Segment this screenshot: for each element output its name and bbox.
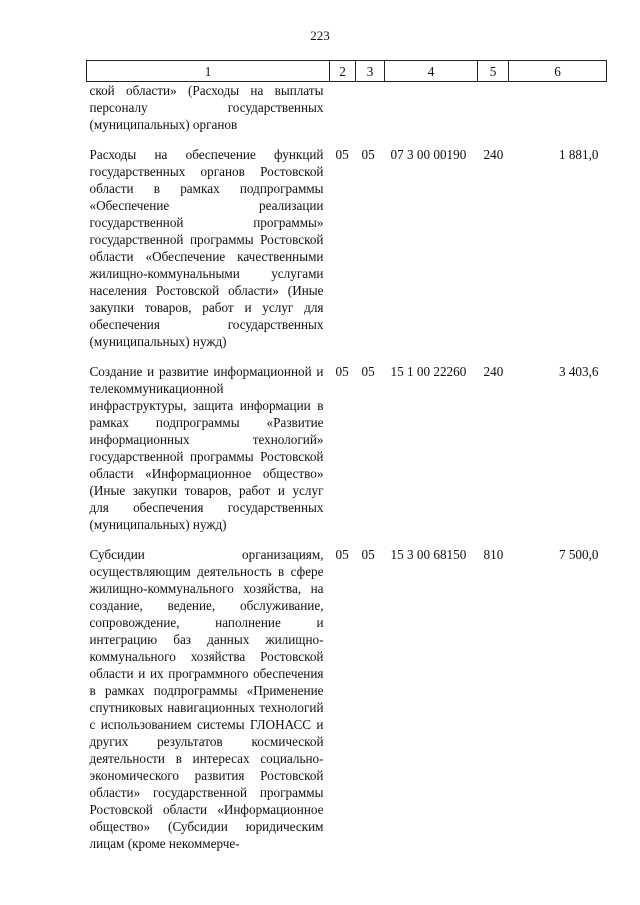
- row-description: Субсидии организациям, осуществляющим деятельность в сфере жилищно-коммунального хозяйства, на создание, ведение, обслуживание, сопровождение, наполнение и интеграцию баз данных жилищно-коммунального хозяйства Ростовской области и их программного обеспечения в рамках подпрограммы «Применение спутниковых навигационных технологий с использованием системы ГЛОНАСС и других результатов космической деятельности в интересах социально-экономического развития Ростовской области» государственной программы Ростовской области «Информационное общество» (Субсидии юридическим лицам (кроме некоммерче-: [89, 547, 324, 851]
- table-row: [87, 533, 607, 852]
- row-section: 05: [335, 147, 349, 162]
- row-target-article: 15 1 00 22260: [390, 364, 467, 379]
- row-expense-type: 240: [483, 364, 504, 379]
- row-target-article: [385, 82, 478, 134]
- row-expense-type: 810: [483, 547, 504, 562]
- row-amount: [509, 82, 607, 134]
- row-description: ской области» (Расходы на выплаты персоналу государственных (муниципальных) органов: [89, 83, 324, 132]
- row-subsection: [356, 82, 385, 134]
- row-subsection: 05: [361, 547, 375, 562]
- header-col-2: 2: [330, 61, 356, 82]
- row-amount: 7 500,0: [558, 547, 599, 562]
- budget-table: [86, 60, 607, 852]
- header-col-3: 3: [356, 61, 385, 82]
- table-row: [87, 82, 607, 134]
- table-header-row: [87, 61, 607, 82]
- header-col-5: 5: [478, 61, 509, 82]
- row-subsection: 05: [361, 364, 375, 379]
- row-amount: 3 403,6: [558, 364, 599, 379]
- row-target-article: 07 3 00 00190: [390, 147, 467, 162]
- row-section: [330, 82, 356, 134]
- row-expense-type: 240: [483, 147, 504, 162]
- row-section: 05: [335, 364, 349, 379]
- row-target-article: 15 3 00 68150: [390, 547, 467, 562]
- table-row: [87, 133, 607, 350]
- row-description: Создание и развитие информационной и телекоммуникационной инфраструктуры, защита информации в рамках подпрограммы «Развитие информационных технологий» государственной программы Ростовской области «Информационное общество» (Иные закупки товаров, работ и услуг для обеспечения государственных (муниципальных) нужд): [89, 364, 324, 532]
- row-description: Расходы на обеспечение функций государственных органов Ростовской области в рамках подпрограммы «Обеспечение реализации государственной программы» государственной программы Ростовской области «Обеспечение качественными жилищно-коммунальными услугами населения Ростовской области» (Иные закупки товаров, работ и услуг для обеспечения государственных (муниципальных) нужд): [89, 147, 324, 349]
- row-section: 05: [335, 547, 349, 562]
- row-expense-type: [478, 82, 509, 134]
- row-amount: 1 881,0: [558, 147, 599, 162]
- header-col-6: 6: [509, 61, 607, 82]
- row-subsection: 05: [361, 147, 375, 162]
- table-row: [87, 350, 607, 533]
- header-col-1: 1: [87, 61, 330, 82]
- page-number: 223: [310, 28, 330, 43]
- header-col-4: 4: [385, 61, 478, 82]
